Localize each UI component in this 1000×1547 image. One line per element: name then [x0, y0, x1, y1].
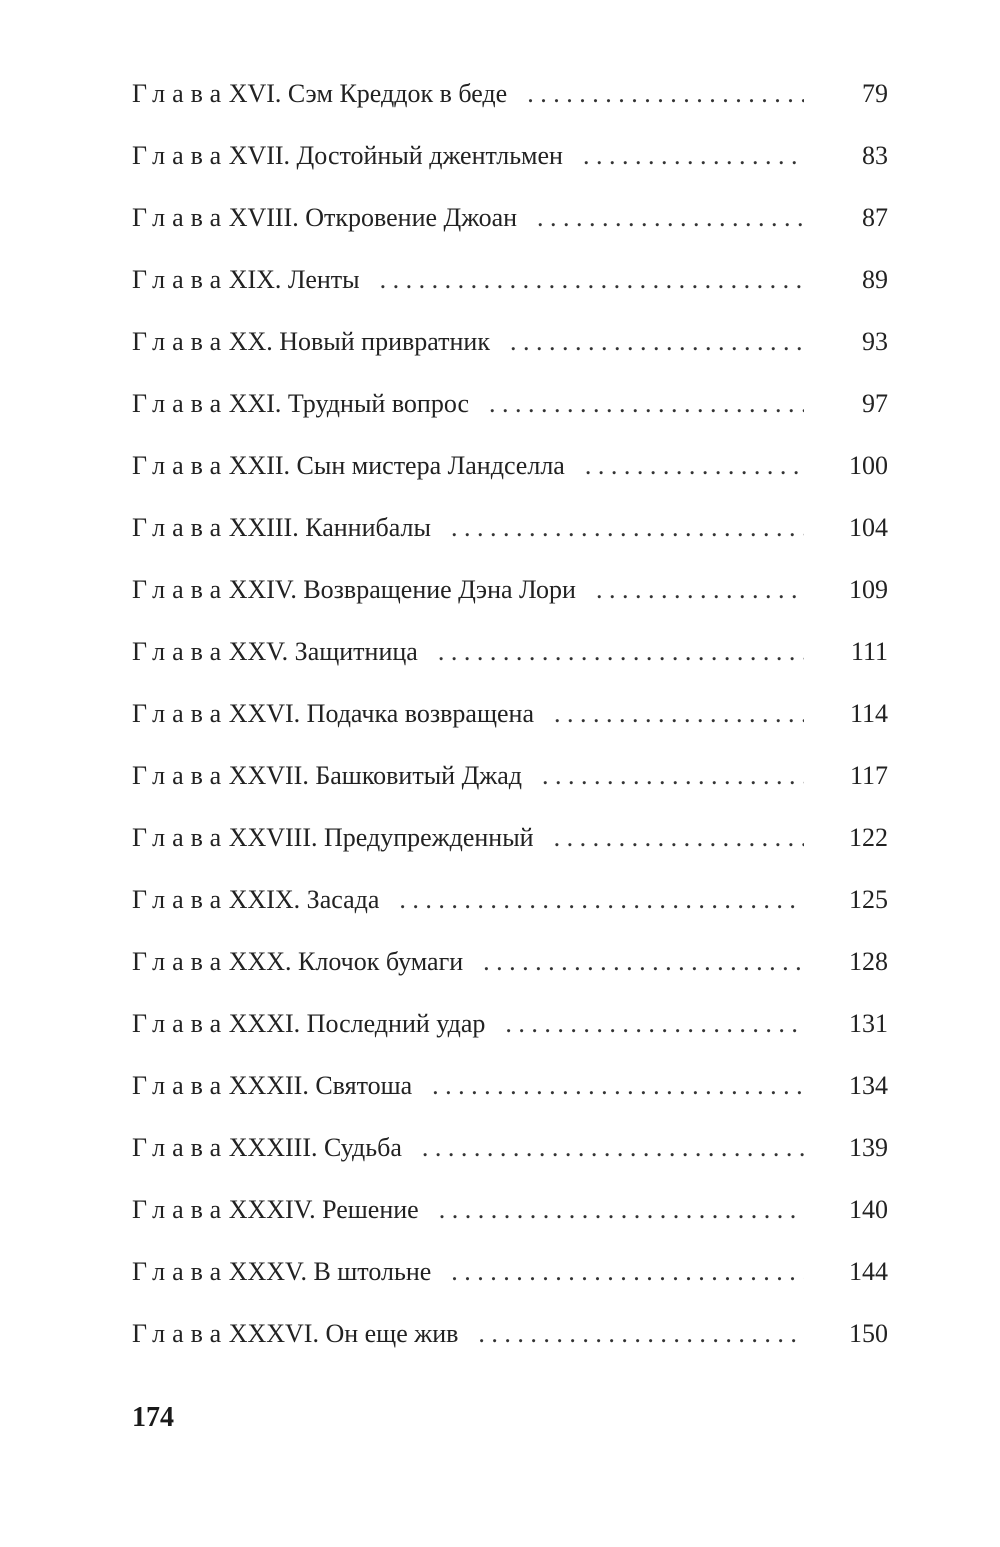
dot-leader	[510, 316, 804, 368]
toc-entry-heading	[132, 378, 469, 430]
toc-entry	[132, 1246, 888, 1308]
chapter-title: XXXIII. Судьба	[228, 1133, 402, 1162]
chapter-title: XXXVI. Он еще жив	[228, 1319, 459, 1348]
chapter-word: Глава	[132, 389, 229, 418]
toc-entry-heading	[132, 316, 490, 368]
page-number: 174	[132, 1402, 174, 1433]
chapter-title: XXVI. Подачка возвращена	[228, 699, 534, 728]
toc-entry	[132, 874, 888, 936]
table-of-contents	[132, 68, 888, 1370]
chapter-page-number: 109	[849, 575, 888, 604]
toc-entry-heading	[132, 1122, 402, 1174]
toc-entry	[132, 1184, 888, 1246]
dot-leader	[527, 68, 804, 120]
chapter-page-number: 97	[862, 389, 888, 418]
chapter-title: XIX. Ленты	[228, 265, 360, 294]
dot-leader	[554, 688, 804, 740]
chapter-title: XXXIV. Решение	[228, 1195, 419, 1224]
toc-entry-heading	[132, 564, 576, 616]
toc-entry-heading	[132, 1308, 458, 1360]
dot-leader	[438, 626, 804, 678]
chapter-title: XXXII. Святоша	[228, 1071, 413, 1100]
chapter-page-number: 87	[862, 203, 888, 232]
chapter-word: Глава	[132, 1133, 229, 1162]
chapter-page-number: 100	[849, 451, 888, 480]
chapter-title: XVIII. Откровение Джоан	[228, 203, 518, 232]
chapter-title: XXII. Сын мистера Ландселла	[228, 451, 565, 480]
chapter-word: Глава	[132, 823, 229, 852]
toc-entry-heading	[132, 254, 360, 306]
dot-leader	[583, 130, 804, 182]
toc-entry-heading	[132, 812, 534, 864]
chapter-word: Глава	[132, 699, 229, 728]
chapter-page-number: 89	[862, 265, 888, 294]
chapter-title: XXXV. В штольне	[228, 1257, 432, 1286]
chapter-title: XXV. Защитница	[228, 637, 418, 666]
chapter-page-number: 79	[862, 79, 888, 108]
chapter-title: XXIV. Возвращение Дэна Лори	[228, 575, 576, 604]
chapter-page-number: 104	[849, 513, 888, 542]
toc-entry-heading	[132, 130, 563, 182]
chapter-page-number: 134	[849, 1071, 888, 1100]
toc-entry	[132, 1122, 888, 1184]
toc-entry	[132, 502, 888, 564]
chapter-word: Глава	[132, 141, 229, 170]
dot-leader	[380, 254, 804, 306]
chapter-word: Глава	[132, 79, 229, 108]
toc-entry	[132, 998, 888, 1060]
chapter-page-number: 150	[849, 1319, 888, 1348]
toc-entry	[132, 378, 888, 440]
toc-entry-heading	[132, 502, 431, 554]
chapter-title: XX. Новый привратник	[228, 327, 490, 356]
chapter-word: Глава	[132, 203, 229, 232]
dot-leader	[483, 936, 804, 988]
chapter-page-number: 122	[849, 823, 888, 852]
toc-entry-heading	[132, 998, 485, 1050]
dot-leader	[489, 378, 804, 430]
toc-entry-heading	[132, 68, 507, 120]
chapter-title: XVI. Сэм Креддок в беде	[228, 79, 508, 108]
dot-leader	[399, 874, 804, 926]
toc-entry	[132, 68, 888, 130]
chapter-word: Глава	[132, 265, 229, 294]
dot-leader	[478, 1308, 804, 1360]
chapter-word: Глава	[132, 1009, 229, 1038]
chapter-title: XVII. Достойный джентльмен	[228, 141, 563, 170]
chapter-page-number: 93	[862, 327, 888, 356]
toc-entry	[132, 1308, 888, 1370]
toc-entry	[132, 936, 888, 998]
chapter-word: Глава	[132, 885, 229, 914]
chapter-page-number: 131	[849, 1009, 888, 1038]
chapter-page-number: 125	[849, 885, 888, 914]
chapter-page-number: 140	[849, 1195, 888, 1224]
chapter-page-number: 139	[849, 1133, 888, 1162]
chapter-word: Глава	[132, 1319, 229, 1348]
chapter-word: Глава	[132, 327, 229, 356]
chapter-word: Глава	[132, 575, 229, 604]
chapter-title: XXXI. Последний удар	[228, 1009, 486, 1038]
chapter-page-number: 114	[849, 699, 888, 728]
dot-leader	[542, 750, 804, 802]
toc-entry	[132, 564, 888, 626]
toc-entry	[132, 750, 888, 812]
dot-leader	[505, 998, 804, 1050]
toc-entry	[132, 440, 888, 502]
chapter-word: Глава	[132, 451, 229, 480]
toc-entry	[132, 626, 888, 688]
chapter-word: Глава	[132, 761, 229, 790]
chapter-page-number: 128	[849, 947, 888, 976]
toc-entry	[132, 192, 888, 254]
chapter-title: XXI. Трудный вопрос	[228, 389, 470, 418]
toc-entry	[132, 254, 888, 316]
dot-leader	[554, 812, 804, 864]
toc-entry-heading	[132, 192, 517, 244]
toc-entry-heading	[132, 1184, 419, 1236]
chapter-page-number: 144	[849, 1257, 888, 1286]
toc-entry-heading	[132, 936, 463, 988]
dot-leader	[596, 564, 804, 616]
toc-entry	[132, 1060, 888, 1122]
chapter-title: XXX. Клочок бумаги	[228, 947, 464, 976]
chapter-word: Глава	[132, 513, 229, 542]
toc-entry-heading	[132, 1246, 431, 1298]
toc-entry-heading	[132, 688, 534, 740]
dot-leader	[537, 192, 804, 244]
toc-entry	[132, 688, 888, 750]
dot-leader	[422, 1122, 804, 1174]
dot-leader	[439, 1184, 804, 1236]
chapter-title: XXVIII. Предупрежденный	[228, 823, 534, 852]
chapter-title: XXIII. Каннибалы	[228, 513, 431, 542]
toc-entry-heading	[132, 750, 522, 802]
chapter-title: XXIX. Засада	[228, 885, 380, 914]
chapter-word: Глава	[132, 1257, 229, 1286]
dot-leader	[585, 440, 804, 492]
toc-entry	[132, 812, 888, 874]
chapter-word: Глава	[132, 1195, 229, 1224]
chapter-page-number: 83	[862, 141, 888, 170]
toc-entry-heading	[132, 1060, 412, 1112]
chapter-word: Глава	[132, 947, 229, 976]
chapter-word: Глава	[132, 637, 229, 666]
chapter-title: XXVII. Башковитый Джад	[228, 761, 523, 790]
toc-entry	[132, 316, 888, 378]
dot-leader	[451, 1246, 804, 1298]
dot-leader	[451, 502, 804, 554]
dot-leader	[432, 1060, 804, 1112]
toc-entry	[132, 130, 888, 192]
chapter-word: Глава	[132, 1071, 229, 1100]
chapter-page-number: 111	[850, 637, 888, 666]
toc-entry-heading	[132, 440, 565, 492]
toc-entry-heading	[132, 626, 418, 678]
chapter-page-number: 117	[849, 761, 888, 790]
toc-entry-heading	[132, 874, 379, 926]
